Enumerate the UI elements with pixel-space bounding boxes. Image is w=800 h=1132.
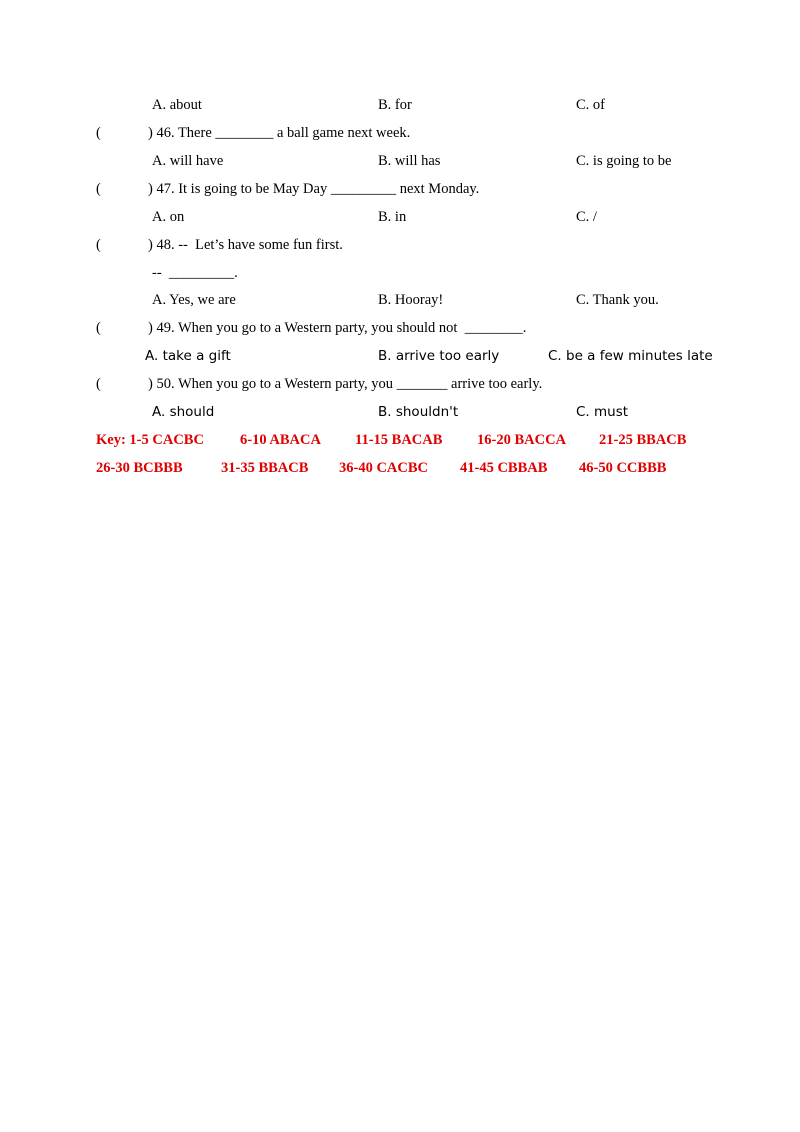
question-48: ) 48. -- Let’s have some fun first. xyxy=(148,237,343,253)
option-b-48: B. Hooray! xyxy=(378,292,444,308)
option-c-48: C. Thank you. xyxy=(576,292,659,308)
question-50: ) 50. When you go to a Western party, you _______ arrive too early. xyxy=(148,376,543,392)
reply-48: -- _________. xyxy=(152,265,238,281)
answer-key-31-35: 31-35 BBACB xyxy=(221,460,309,476)
option-c-50: C. must xyxy=(576,404,629,420)
answer-paren-50: ( xyxy=(96,376,101,392)
answer-key-6-10: 6-10 ABACA xyxy=(240,432,321,448)
option-b-45: B. for xyxy=(378,97,412,113)
answer-key-41-45: 41-45 CBBAB xyxy=(460,460,548,476)
option-a-49: A. take a gift xyxy=(145,348,231,364)
answer-key-21-25: 21-25 BBACB xyxy=(599,432,687,448)
option-c-47: C. / xyxy=(576,209,597,225)
option-a-45: A. about xyxy=(152,97,202,113)
answer-key-11-15: 11-15 BACAB xyxy=(355,432,443,448)
answer-key-1-5: Key: 1-5 CACBC xyxy=(96,432,204,448)
question-46: ) 46. There ________ a ball game next week. xyxy=(148,125,411,141)
answer-paren-46: ( xyxy=(96,125,101,141)
answer-key-26-30: 26-30 BCBBB xyxy=(96,460,183,476)
option-a-46: A. will have xyxy=(152,153,224,169)
answer-key-36-40: 36-40 CACBC xyxy=(339,460,429,476)
option-b-47: B. in xyxy=(378,209,407,225)
option-b-49: B. arrive too early xyxy=(378,348,500,364)
option-a-48: A. Yes, we are xyxy=(152,292,236,308)
option-b-46: B. will has xyxy=(378,153,441,169)
option-c-46: C. is going to be xyxy=(576,153,672,169)
option-a-47: A. on xyxy=(152,209,185,225)
option-b-50: B. shouldn't xyxy=(378,404,459,420)
answer-paren-47: ( xyxy=(96,181,101,197)
answer-paren-48: ( xyxy=(96,237,101,253)
answer-key-16-20: 16-20 BACCA xyxy=(477,432,567,448)
option-c-49: C. be a few minutes late xyxy=(548,348,713,364)
option-a-50: A. should xyxy=(152,404,215,420)
option-c-45: C. of xyxy=(576,97,605,113)
answer-key-46-50: 46-50 CCBBB xyxy=(579,460,667,476)
answer-paren-49: ( xyxy=(96,320,101,336)
question-47: ) 47. It is going to be May Day _________ next Monday. xyxy=(148,181,480,197)
question-49: ) 49. When you go to a Western party, you should not ________. xyxy=(148,320,527,336)
